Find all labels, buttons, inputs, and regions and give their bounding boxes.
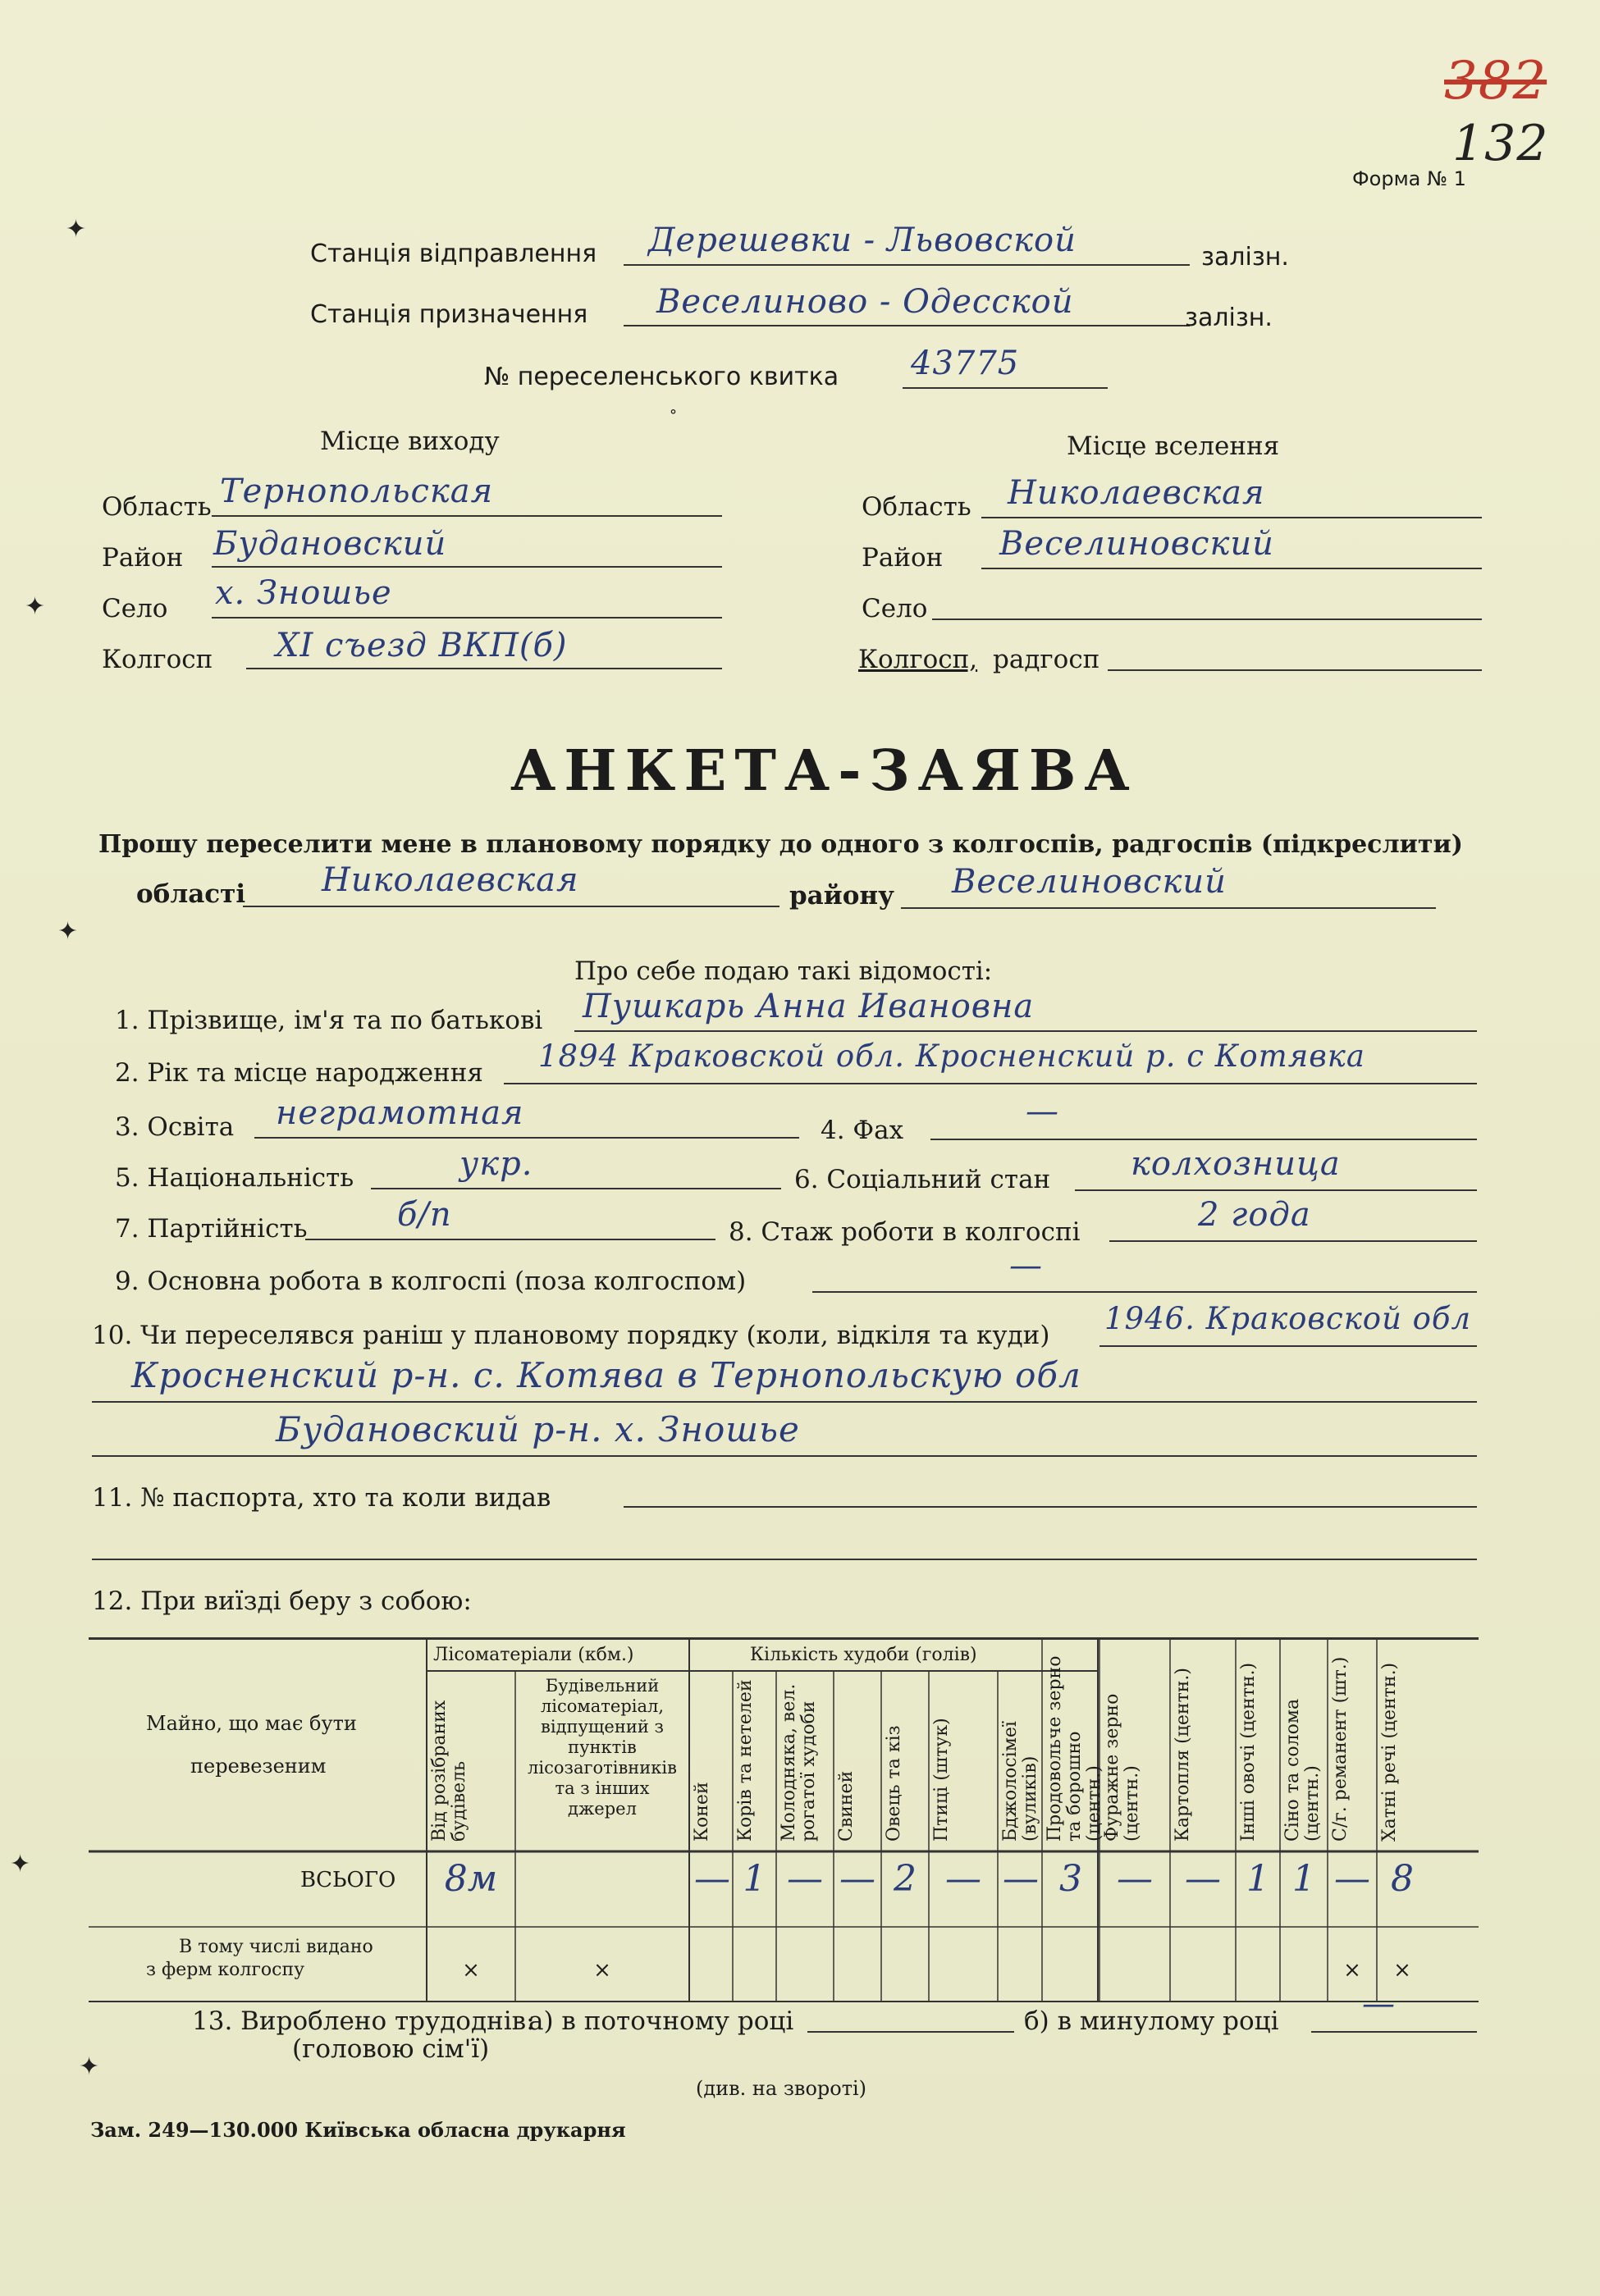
field-2-line [504,1083,1477,1084]
departure-suffix: залізн. [1201,243,1289,272]
property-header-2: перевезеним [190,1755,327,1778]
ticket-value: 43775 [911,345,1020,382]
destination-oblast-label: Область [862,492,971,522]
origin-oblast-label: Область [102,492,212,522]
field-8-value: 2 года [1198,1196,1311,1234]
workdays-current-label: а) в поточному році [528,2006,794,2036]
destination-station-line [624,325,1190,326]
table-col-header-4: Молодняка, вел. рогатої худоби [779,1683,819,1842]
table-col-header-0: Від розібраних будівель [429,1700,469,1842]
total-label: ВСЬОГО [300,1868,396,1892]
table-col-header-15: Хатні речі (центн.) [1379,1662,1400,1842]
field-2-label: 2. Рік та місце народження [115,1058,483,1088]
total-value-4: — [787,1858,823,1900]
ticket-label: № переселенського квитка [484,363,839,391]
property-header-1: Майно, що має бути [146,1712,357,1735]
field-10-label: 10. Чи переселявся раніш у плановому порядку (коли, відкіля та куди) [92,1321,1050,1350]
request-oblast-line [243,906,779,907]
origin-selo-label: Село [102,594,168,623]
field-5-line [371,1188,781,1189]
issued-mark-1: × [593,1958,611,1983]
total-value-9: 3 [1059,1858,1082,1900]
destination-oblast-value: Николаевская [1008,474,1265,512]
field-8-label: 8. Стаж роботи в колгоспі [729,1217,1081,1247]
field-10-line-3 [92,1455,1477,1457]
field-11-line-1 [624,1506,1477,1508]
origin-kolhosp-value: XI съезд ВКП(б) [276,627,568,664]
destination-kolhosp-line [1108,669,1482,671]
form-label: Форма № 1 [1352,167,1466,190]
field-6-value: колхозница [1131,1145,1341,1183]
workdays-label: 13. Вироблено трудоднів: [192,2006,535,2036]
field-9-line [812,1291,1477,1293]
origin-kolhosp-line [246,668,722,669]
table-col-header-3: Корів та нетелей [735,1679,756,1842]
workdays-previous-label: б) в минулому році [1024,2006,1279,2036]
table-col-header-5: Свиней [836,1770,857,1842]
issued-mark-14: × [1343,1958,1361,1983]
field-5-label: 5. Національність [115,1163,354,1193]
field-9-value: — [1009,1247,1043,1285]
origin-raion-value: Будановский [213,525,447,563]
workdays-previous-value: — [1362,1985,1396,2023]
destination-raion-label: Район [862,543,944,573]
table-col-header-1: Будівельний лісоматеріал, відпущений з пунктів лісозаготівників та з інших джерел [528,1676,677,1819]
issued-label-1: В тому числі видано [179,1937,373,1957]
table-col-header-12: Інші овочі (центн.) [1238,1662,1259,1842]
request-text: Прошу переселити мене в плановому порядку до одного з колгоспів, радгоспів (підкреслити) [98,830,1463,859]
total-value-2: — [694,1858,730,1900]
origin-title: Місце виходу [320,427,500,456]
field-11-label: 11. № паспорта, хто та коли видав [92,1483,551,1513]
ticket-line [903,387,1108,389]
field-10-value-2: Кросненский р-н. с. Котява в Тернопольскую обл [131,1355,1081,1395]
field-10-value-1: 1946. Краковской обл [1104,1301,1472,1336]
destination-station-label: Станція призначення [310,300,588,329]
total-value-14: — [1334,1858,1370,1900]
workdays-sublabel: (головою сім'ї) [292,2034,490,2064]
origin-oblast-line [212,515,722,517]
table-col-header-7: Птиці (штук) [931,1718,952,1842]
archive-number-crossed: 382 [1444,51,1547,112]
destination-oblast-line [981,517,1482,518]
stray-mark: ° [670,407,677,424]
field-10-line-2 [92,1401,1477,1403]
field-1-value: Пушкарь Анна Ивановна [583,988,1035,1025]
field-1-label: 1. Прізвище, ім'я та по батькові [115,1006,543,1035]
punch-mark: ✦ [57,917,79,946]
field-11-line-2 [92,1559,1477,1560]
table-col-header-8: Бджолосімеї (вуликів) [1000,1721,1040,1842]
table-col-header-2: Коней [692,1782,712,1842]
total-value-7: — [945,1858,981,1900]
see-reverse: (див. на звороті) [696,2077,867,2100]
table-col-header-11: Картопля (центн.) [1173,1668,1193,1842]
field-5-value: укр. [459,1145,533,1183]
field-10-line-1 [1099,1345,1477,1347]
field-7-value: б/п [397,1196,452,1234]
origin-kolhosp-label: Колгосп [102,645,213,674]
field-3-value: неграмотная [276,1094,524,1132]
destination-title: Місце вселення [1067,431,1280,461]
destination-radhosp-label: радгосп [993,645,1100,674]
total-value-12: 1 [1246,1858,1269,1900]
property-table [89,1637,1479,2002]
field-6-label: 6. Соціальний стан [794,1165,1051,1194]
origin-raion-label: Район [102,543,184,573]
table-col-header-10: Фуражне зерно (центн.) [1102,1693,1142,1842]
field-3-line [254,1137,799,1139]
table-col-header-14: С/г. реманент (шт.) [1330,1656,1351,1842]
issued-mark-15: × [1393,1958,1411,1983]
destination-raion-line [981,568,1482,569]
form-title: АНКЕТА-ЗАЯВА [510,738,1138,804]
issued-label-2: з ферм колгоспу [146,1960,305,1980]
field-10-value-3: Будановский р-н. х. Зношье [276,1409,800,1449]
field-1-line [574,1030,1477,1032]
table-col-header-6: Овець та кіз [884,1725,904,1842]
total-value-11: — [1185,1858,1221,1900]
total-value-15: 8 [1391,1858,1414,1900]
total-value-10: — [1117,1858,1153,1900]
departure-station-label: Станція відправлення [310,240,597,268]
field-2-value: 1894 Краковской обл. Кросненский р. с Котявка [538,1038,1365,1074]
destination-raion-value: Веселиновский [999,525,1274,563]
issued-mark-0: × [462,1958,480,1983]
origin-raion-line [212,566,722,568]
field-7-line [305,1239,715,1240]
punch-mark: ✦ [66,215,87,244]
destination-suffix: залізн. [1185,304,1273,332]
field-12-label: 12. При виїзді беру з собою: [92,1586,472,1616]
total-value-8: — [1003,1858,1039,1900]
total-value-6: 2 [894,1858,917,1900]
table-col-header-9: Продовольче зерно та борошно (центн.) [1045,1655,1104,1842]
destination-selo-label: Село [862,594,928,623]
departure-station-line [624,264,1190,266]
origin-selo-line [212,617,722,619]
timber-group-label: Лісоматеріали (кбм.) [433,1645,634,1665]
field-6-line [1075,1189,1477,1191]
destination-selo-line [932,619,1482,620]
request-raion-value: Веселиновский [952,863,1227,901]
origin-oblast-value: Тернопольская [220,472,494,510]
field-7-label: 7. Партійність [115,1214,308,1244]
archive-number: 132 [1452,115,1549,172]
total-value-0: 8м [444,1858,498,1900]
field-4-line [930,1139,1477,1140]
total-value-3: 1 [743,1858,766,1900]
punch-mark: ✦ [25,592,46,621]
origin-selo-value: х. Зношье [215,574,392,612]
destination-station-value: Веселиново - Одесской [656,283,1074,321]
info-intro: Про себе подаю такі відомості: [574,956,993,986]
printer-note: Зам. 249—130.000 Київська обласна друкарня [90,2118,626,2142]
request-oblast-label: області [136,879,246,909]
request-oblast-value: Николаевская [322,861,579,899]
field-4-label: 4. Фах [821,1116,904,1145]
request-raion-line [901,907,1436,909]
field-8-line [1109,1240,1477,1242]
total-value-13: 1 [1292,1858,1315,1900]
departure-station-value: Дерешевки - Львовской [648,221,1077,259]
total-value-5: — [839,1858,875,1900]
field-3-label: 3. Освіта [115,1112,235,1142]
livestock-group-label: Кількість худоби (голів) [750,1645,977,1665]
workdays-current-line [807,2031,1014,2033]
punch-mark: ✦ [79,2052,100,2081]
workdays-previous-line [1311,2031,1477,2033]
punch-mark: ✦ [10,1850,31,1878]
destination-kolhosp-label: Колгосп, [858,645,978,674]
table-col-header-13: Сіно та солома (центн.) [1282,1698,1323,1842]
field-4-value: — [1026,1093,1059,1130]
request-raion-label: району [789,881,894,911]
field-9-label: 9. Основна робота в колгоспі (поза колгоспом) [115,1267,747,1296]
